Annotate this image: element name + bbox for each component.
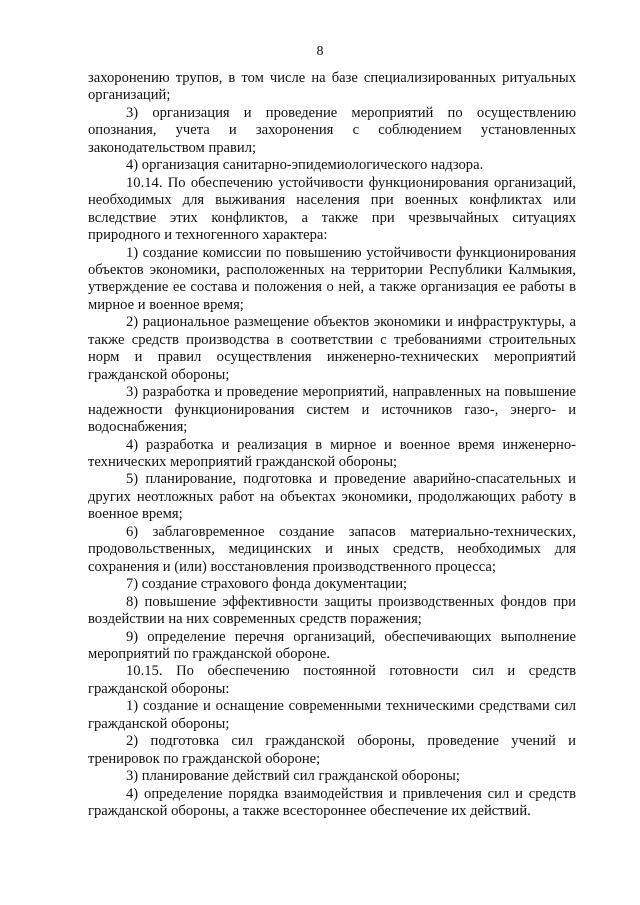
list-item-6-reserves: 6) заблаговременное создание запасов материально-технических, продовольственных, медицинских и иных средств, необходимых для сохранения и (или) восстановления производственного процесса; bbox=[88, 523, 576, 575]
list-item-5-rescue-planning: 5) планирование, подготовка и проведение аварийно-спасательных и других неотложных работ на объектах экономики, продолжающих работу в военное время; bbox=[88, 471, 576, 523]
paragraph-continuation: захоронению трупов, в том числе на базе специализированных ритуальных организаций; bbox=[88, 70, 576, 104]
list-item-9-organizations: 9) определение перечня организаций, обеспечивающих выполнение мероприятий по гражданской обороне. bbox=[88, 628, 576, 662]
list-item-7-insurance-fund: 7) создание страхового фонда документации; bbox=[126, 576, 408, 593]
list-item-4-interaction: 4) определение порядка взаимодействия и привлечения сил и средств гражданской обороны, а также всестороннее обеспечение их действий. bbox=[88, 785, 576, 820]
list-item-2-placement: 2) рациональное размещение объектов экономики и инфраструктуры, а также средств производства в соответствии с требованиями строительных норм и правил осуществления инженерно-технических мероприятий гражданской обороны; bbox=[88, 314, 576, 383]
list-item-3-identification: 3) организация и проведение мероприятий по осуществлению опознания, учета и захоронения с соблюдением установленных законодательством правил; bbox=[88, 104, 576, 156]
list-item-3-reliability: 3) разработка и проведение мероприятий, направленных на повышение надежности функционирования систем и источников газо-, энерго- и водоснабжения; bbox=[88, 384, 576, 436]
list-item-2-training: 2) подготовка сил гражданской обороны, проведение учений и тренировок по гражданской обороне; bbox=[88, 733, 576, 767]
section-10-14-heading: 10.14. По обеспечению устойчивости функционирования организаций, необходимых для выживания населения при военных конфликтах или вследствие этих конфликтов, а также при чрезвычайных ситуациях природного и техногенного характера: bbox=[88, 174, 576, 244]
list-item-1-equipment: 1) создание и оснащение современными техническими средствами сил гражданской обороны; bbox=[88, 698, 576, 732]
section-10-15-heading: 10.15. По обеспечению постоянной готовности сил и средств гражданской обороны: bbox=[88, 663, 576, 697]
list-item-3-action-planning: 3) планирование действий сил гражданской обороны; bbox=[126, 768, 460, 785]
document-body bbox=[88, 70, 576, 820]
list-item-4-engineering: 4) разработка и реализация в мирное и военное время инженерно-технических мероприятий гражданской обороны; bbox=[88, 436, 576, 470]
list-item-4-sanitary-supervision: 4) организация санитарно-эпидемиологического надзора. bbox=[126, 157, 484, 174]
page-number: 8 bbox=[316, 44, 324, 59]
list-item-1-commission: 1) создание комиссии по повышению устойчивости функционирования объектов экономики, расположенных на территории Республики Калмыкия, утверждение ее состава и положения о ней, а также организация ее работы в мирное и военное время; bbox=[88, 244, 576, 313]
list-item-8-protection: 8) повышение эффективности защиты производственных фондов при воздействии на них современных средств поражения; bbox=[88, 593, 576, 628]
